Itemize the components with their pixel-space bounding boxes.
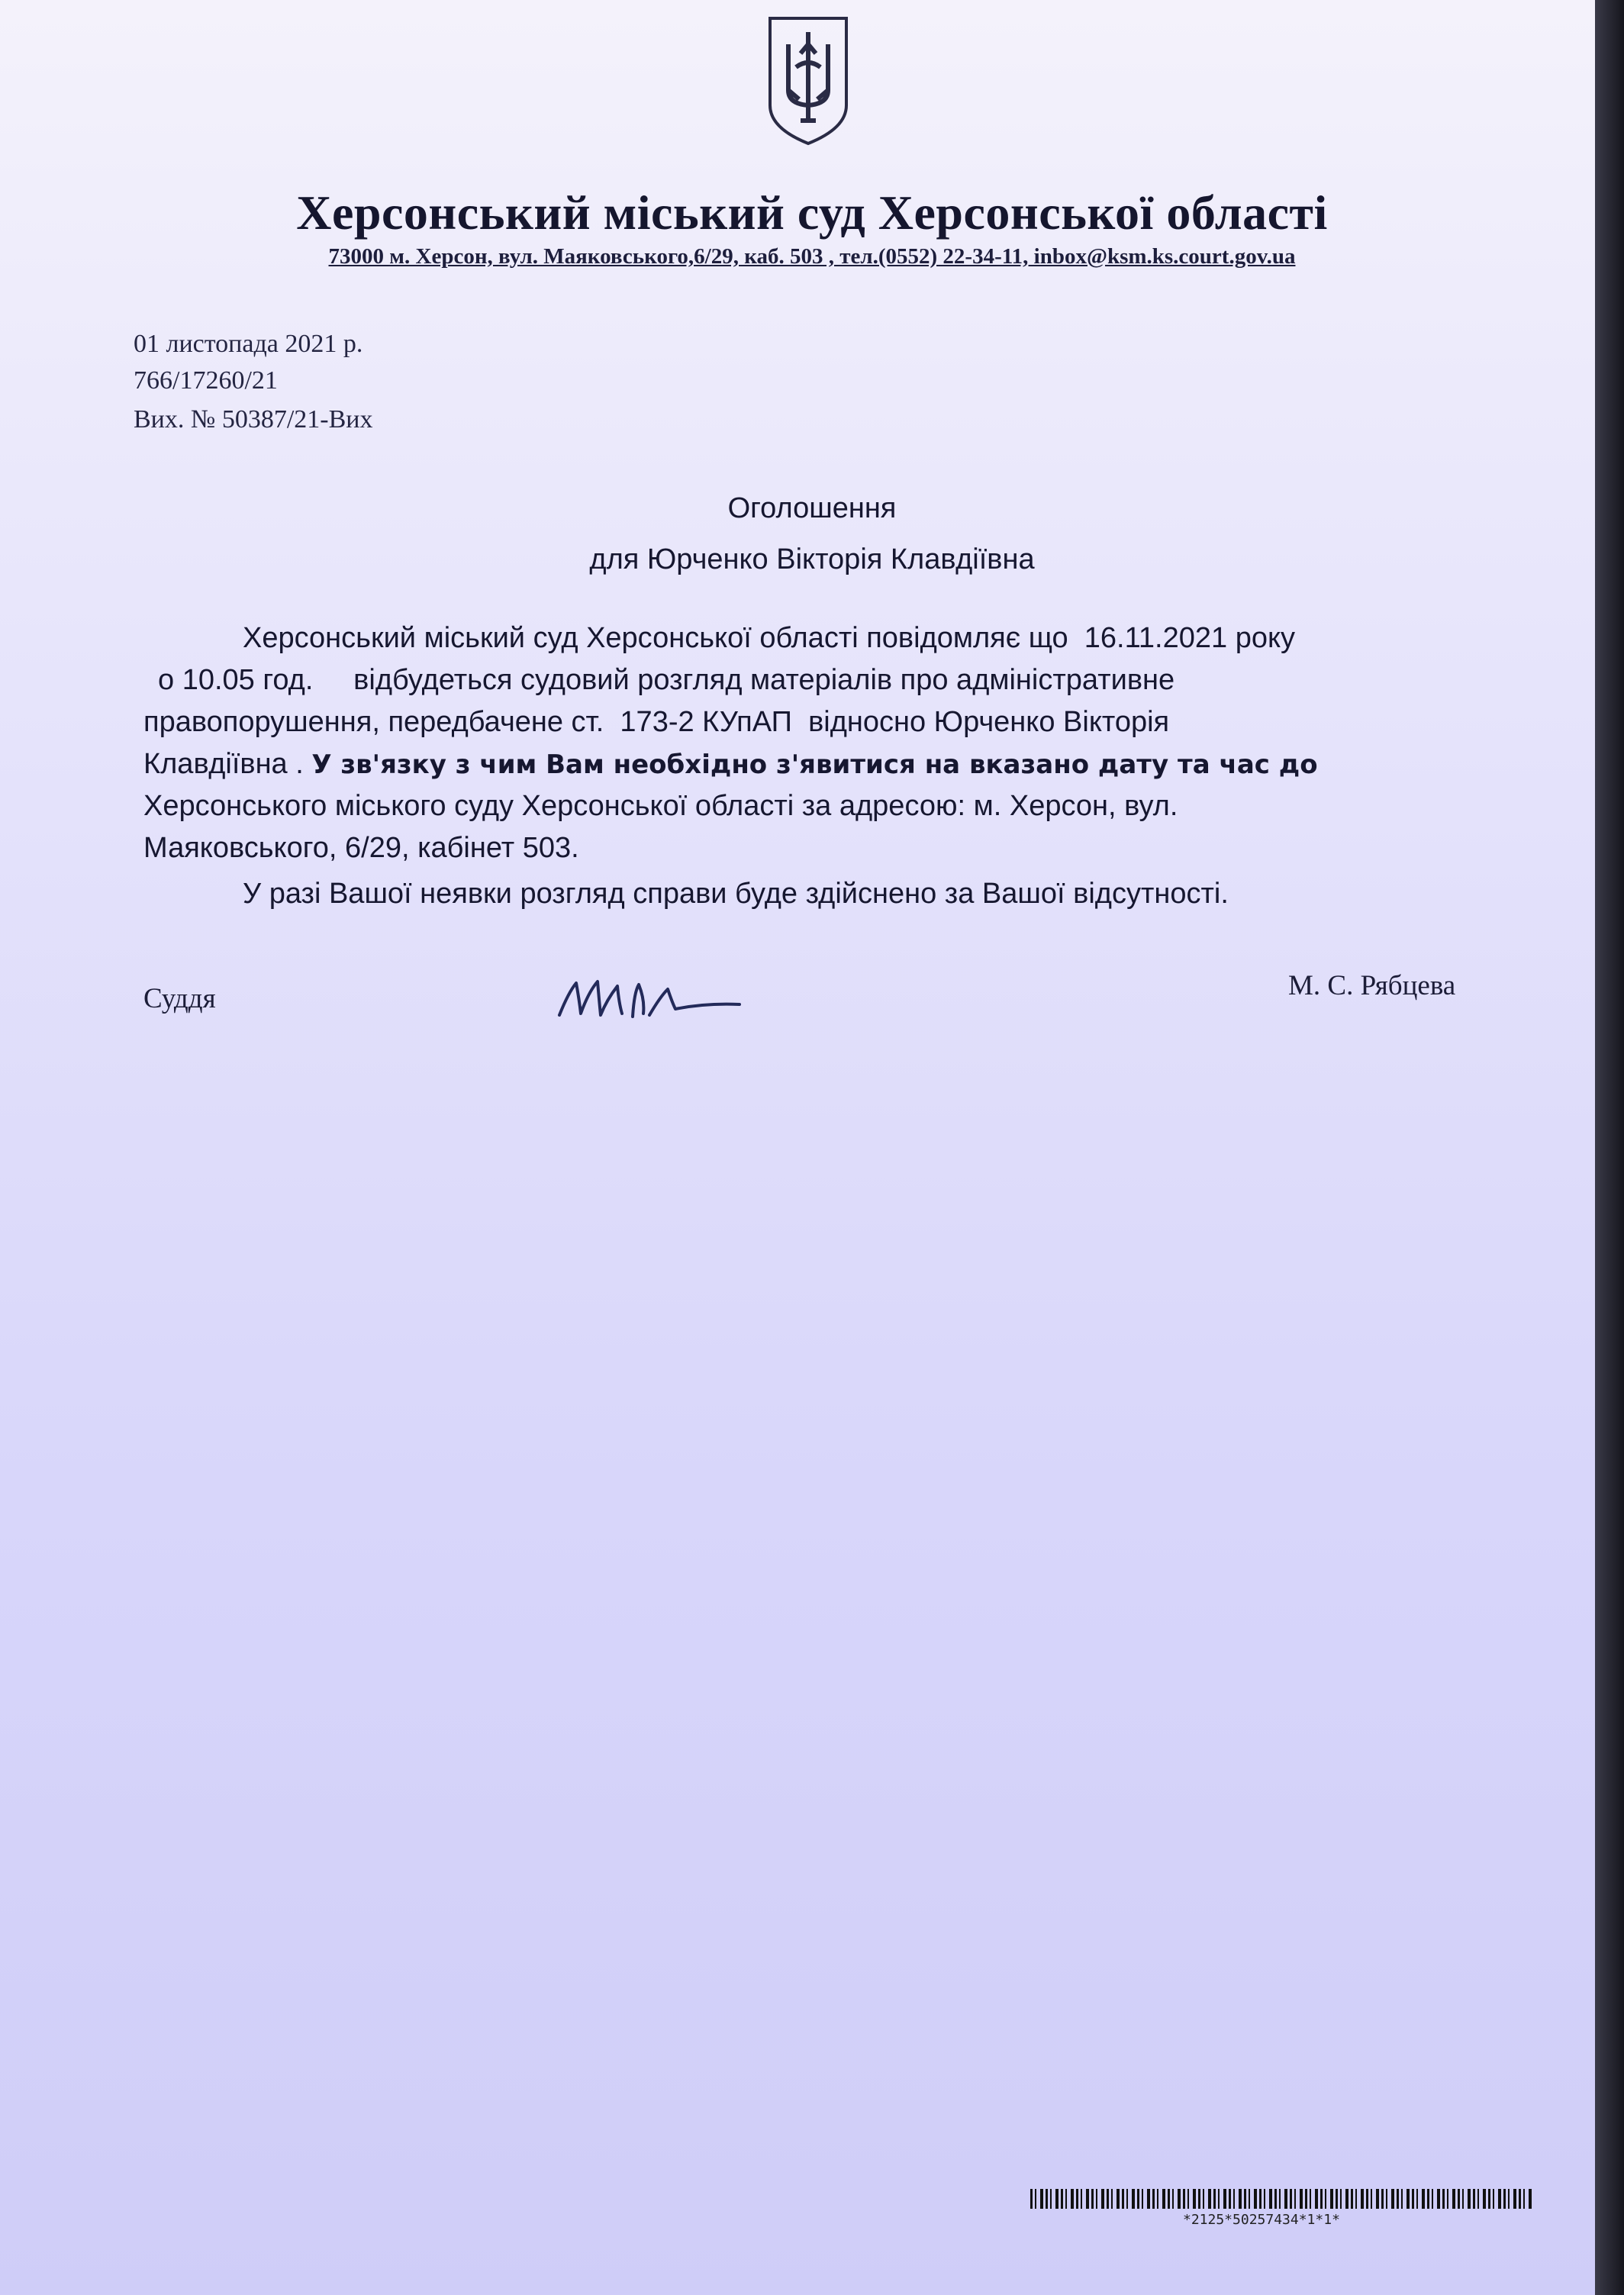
case-number: 766/17260/21 [134, 366, 278, 395]
notice-line-3: правопорушення, передбачене ст. 173-2 КУпАП відносно Юрченко Вікторія [143, 706, 1170, 738]
handwritten-signature [553, 969, 744, 1030]
notice-recipient: для Юрченко Вікторія Клавдіївна [589, 543, 1035, 575]
notice-title: Оголошення [727, 492, 897, 524]
notice-line-1: Херсонський міський суд Херсонської області повідомляє що 16.11.2021 року [243, 622, 1296, 654]
notice-line-7: У разі Вашої неявки розгляд справи буде здійснено за Вашої відсутності. [243, 878, 1229, 910]
judge-name: М. С. Рябцева [1288, 970, 1456, 1001]
notice-line-5: Херсонського міського суду Херсонської області за адресою: м. Херсон, вул. [143, 790, 1178, 822]
page-edge-shadow [1595, 0, 1624, 2295]
notice-line-2: о 10.05 год. відбудеться судовий розгляд матеріалів про адміністративне [158, 664, 1175, 696]
notice-line-4 [143, 748, 1318, 781]
signature-role: Суддя [143, 983, 216, 1014]
barcode [1030, 2189, 1534, 2209]
barcode-text: *2125*50257434*1*1* [1183, 2212, 1340, 2228]
outgoing-number: Вих. № 50387/21-Вих [134, 405, 373, 434]
court-name: Херсонський міський суд Херсонської області [296, 185, 1328, 240]
document-date: 01 листопада 2021 р. [134, 330, 363, 358]
court-address: 73000 м. Херсон, вул. Маяковського,6/29, каб. 503 , тел.(0552) 22-34-11, inbox@ksm.ks.court.gov.ua [328, 244, 1296, 269]
notice-line-4-regular: Клавдіївна . [143, 748, 312, 780]
notice-line-6: Маяковського, 6/29, кабінет 503. [143, 832, 579, 864]
notice-line-4-bold: У зв'язку з чим Вам необхідно з'явитися на вказано дату та час до [311, 749, 1318, 780]
coat-of-arms-icon [765, 14, 851, 148]
